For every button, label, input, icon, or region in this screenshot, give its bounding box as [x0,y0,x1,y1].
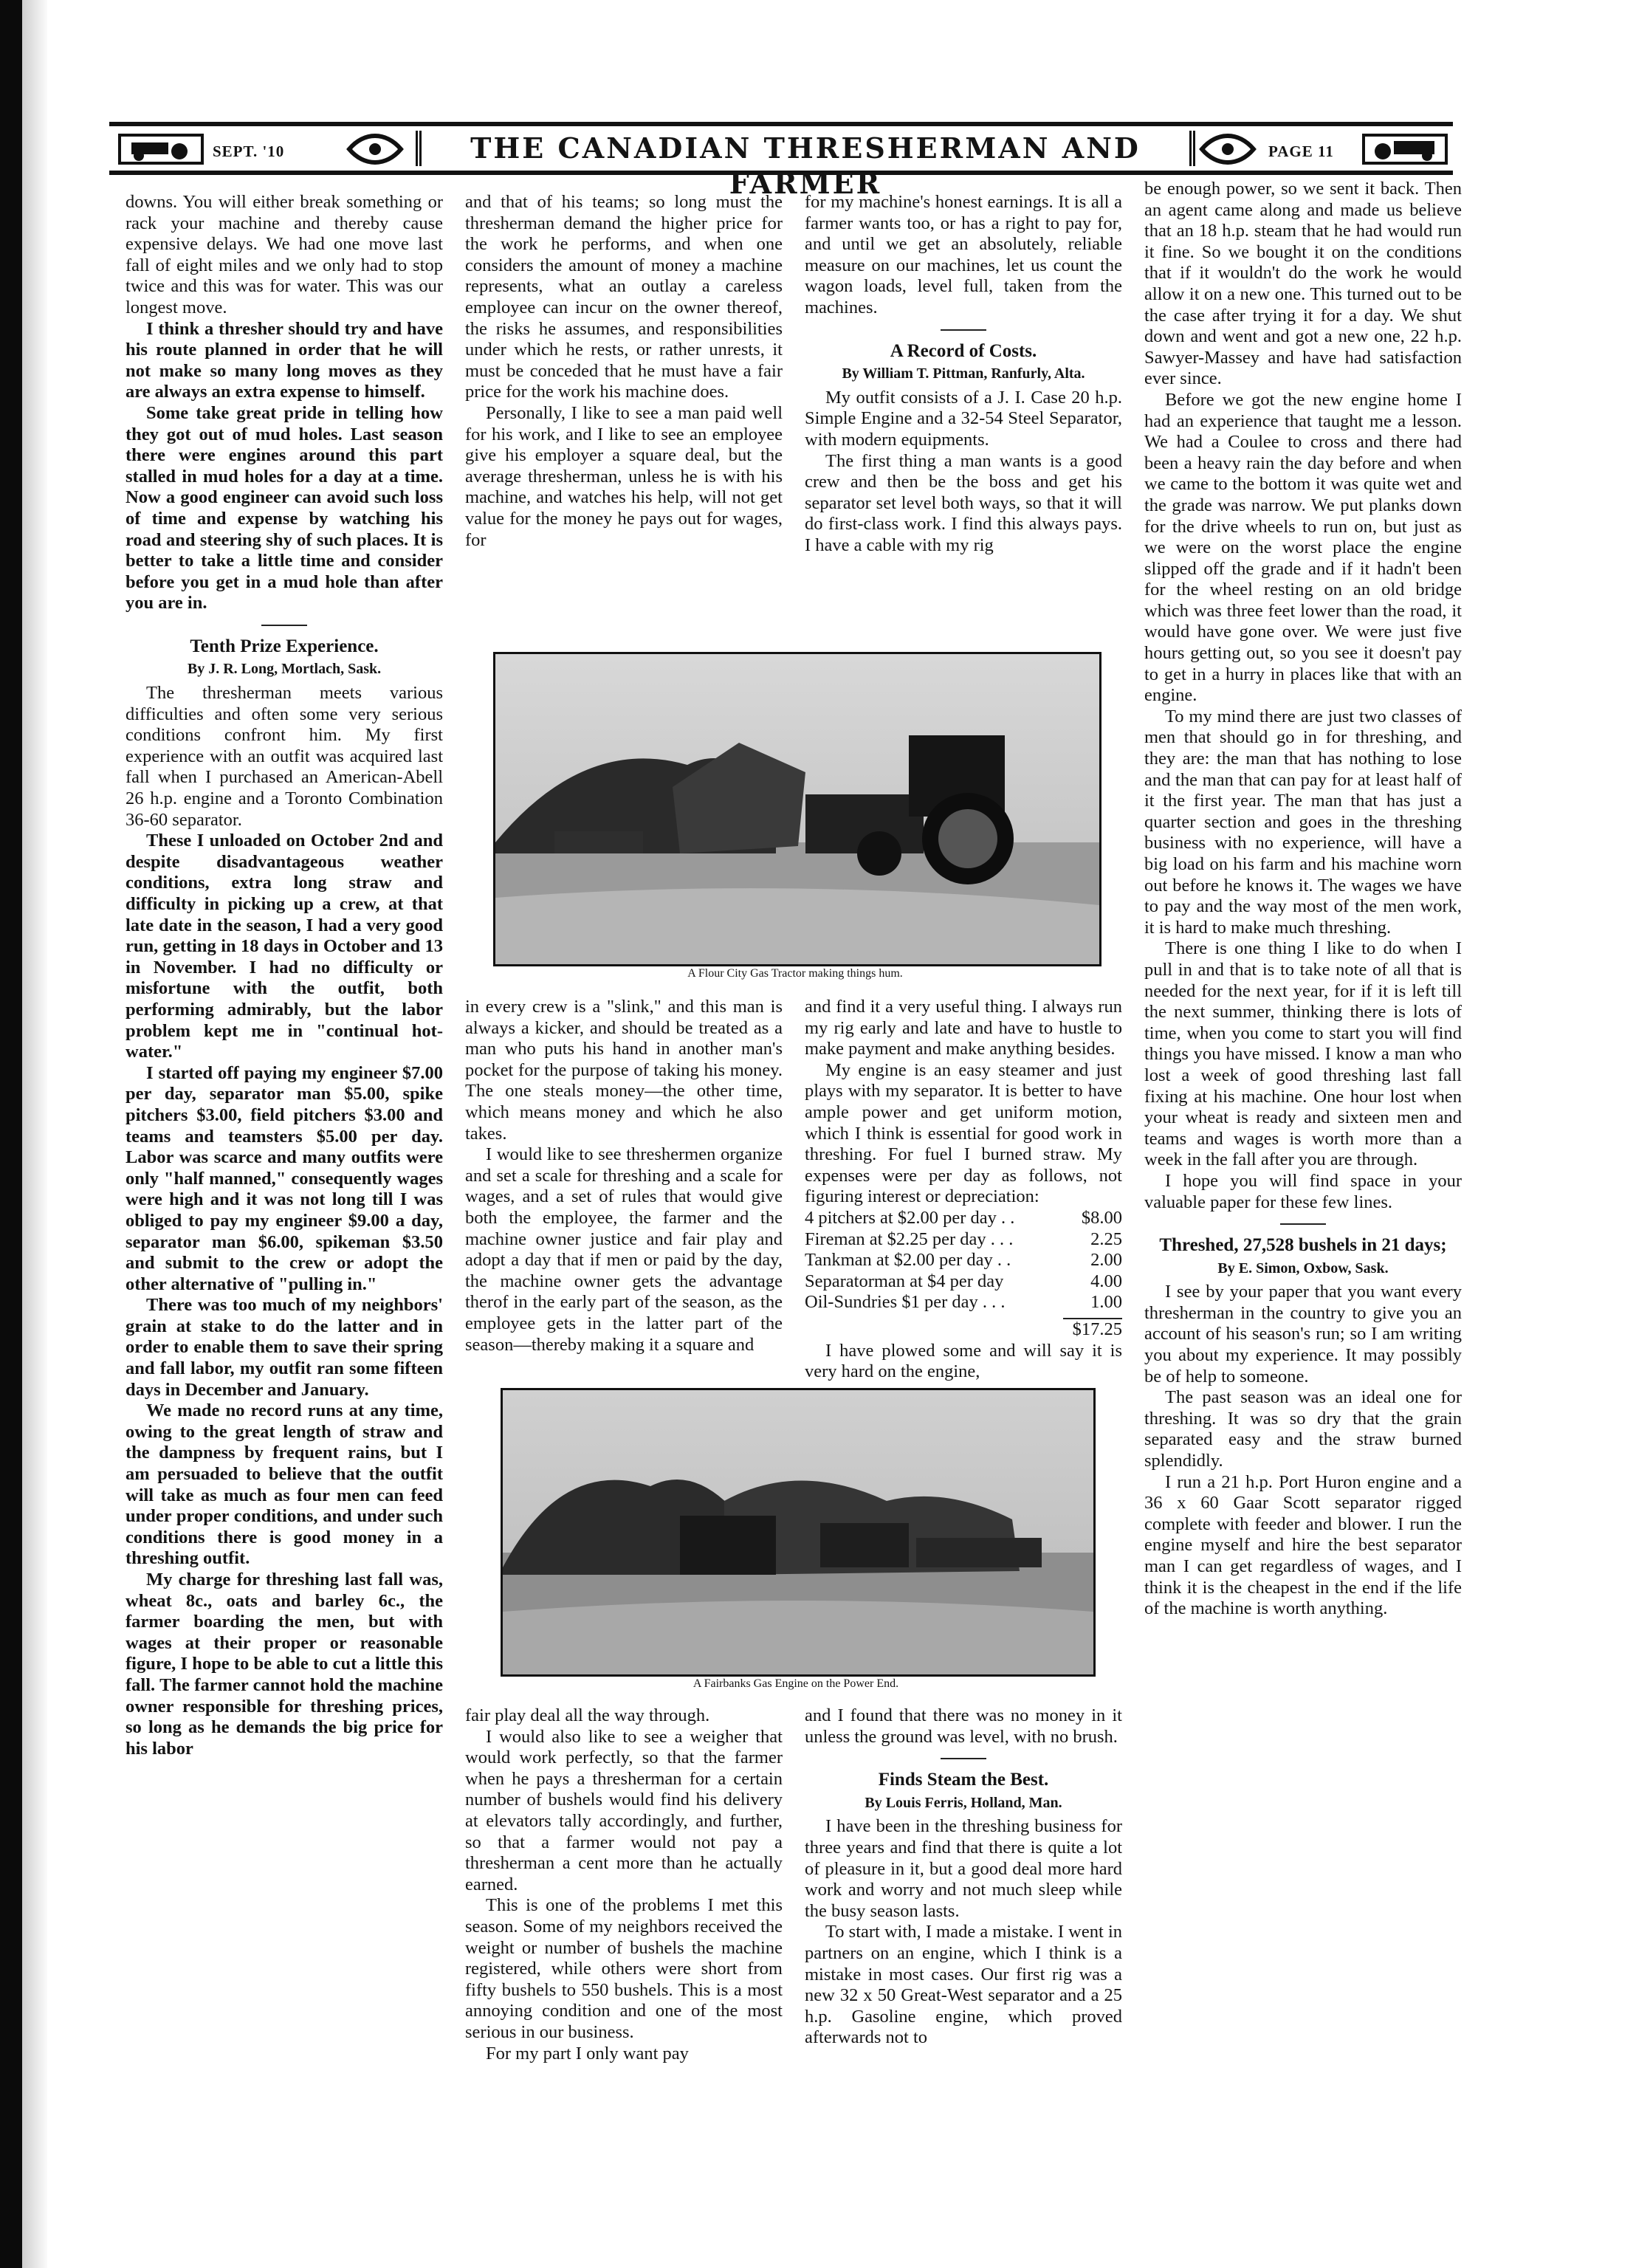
paragraph: Before we got the new engine home I had an experience that taught me a lesson. We had a Coulee to cross and there had been a heavy rain the day before and when we came to the bottom it was quite wet and the grade was narrow. We put planks down for the drive wheels to run on, but just as we were on the worst place the engine slipped off the grade and if it hadn't been for the wheel resting on an old bridge which was three feet lower than the road, it would have gone over. We were just five hours getting out, so you see it doesn't pay to get in a hurry in places like that with an engine. [1144,389,1462,706]
page-number: PAGE 11 [1268,142,1334,160]
section-separator [941,1758,986,1759]
expense-value: 4.00 [1090,1271,1122,1291]
paragraph: My outfit consists of a J. I. Case 20 h.p. Simple Engine and a 32-54 Steel Separator, with modern equipments. [805,387,1122,450]
section-separator [1280,1223,1326,1225]
paragraph: Some take great pride in telling how they got out of mud holes. Last season there were engines around this part stalled in mud holes for a day at a time. Now a good engineer can avoid such loss of time and expense by watching his road and steering shy of such places. It is better to take a little time and consider before you get in a mud hole than after you are in. [126,402,443,614]
article-byline: By E. Simon, Oxbow, Sask. [1217,1260,1389,1276]
threshing-scene-image [503,1390,1093,1674]
paragraph: I have been in the threshing business for three years and find that there is quite a lot of pleasure in it, but a good deal more hard work and worry and not much sleep while the busy season lasts. [805,1816,1122,1921]
photo-flour-city-gas-tractor [493,652,1101,966]
expense-row [805,1292,1122,1313]
issue-date: SEPT. '10 [213,142,285,160]
scroll-ornament-left-icon [346,128,405,171]
paragraph: There was too much of my neighbors' grain at stake to do the latter and in order to enable them to save their spring and fall labor, my outfit ran some fifteen days in December and January. [126,1295,443,1400]
expenses-total: $17.25 [1072,1319,1122,1339]
expense-row [805,1250,1122,1271]
engine-ornament-icon [1361,128,1449,171]
paragraph: be enough power, so we sent it back. Then an agent came along and made us believe that an 18 h.p. steam that he had would run it fine. So we bought it on the conditions that if it wouldn't do the work he would allow it on a new one. This turned out to be the case after trying it for a day. We shut down and went and got a new one, 22 h.p. Sawyer-Massey and have had satisfaction ever since. [1144,179,1462,389]
column-4 [1144,179,1462,1620]
expense-item: Tankman at $2.00 per day . . [805,1250,1011,1271]
section-separator [941,329,986,331]
paragraph: fair play deal all the way through. [465,1705,710,1725]
paragraph: I have plowed some and will say it is very hard on the engine, [805,1340,1122,1382]
newspaper-page [109,111,1462,2200]
expense-item: 4 pitchers at $2.00 per day . . [805,1207,1015,1228]
paragraph: My engine is an easy steamer and just plays with my separator. It is better to have ample power and get uniform motion, which I think is essential for good work in threshing. For fuel I burned straw. My expenses were per day as follows, not figuring interest or depreciation: [805,1059,1122,1207]
paragraph: The first thing a man wants is a good crew and then be the boss and get his separator set level both ways, so that it will do first-class work. I find this always pays. I have a cable with my rig [805,450,1122,555]
paragraph: This is one of the problems I met this season. Some of my neighbors received the weight or number of bushels the machine registered, while others were short from fifty bushels to 550 bushels. This is a most annoying condition and one of the most serious in our business. [465,1895,783,2042]
expense-value: 1.00 [1090,1292,1122,1313]
column-3-bottom [805,1705,1122,2049]
article-heading: Threshed, 27,528 bushels in 21 days; [1159,1235,1447,1256]
paragraph: For my part I only want pay [486,2043,689,2063]
column-2-middle [465,997,783,1355]
photo-fairbanks-gas-engine [501,1388,1096,1677]
page-binding-edge [0,0,22,2268]
paragraph: The past season was an ideal one for threshing. It was so dry that the grain separated easy and the straw burned splendidly. [1144,1387,1462,1471]
paragraph: These I unloaded on October 2nd and despite disadvantageous weather conditions, extra long straw and difficulty in picking up a crew, at that late date in the season, I had a very good run, getting in 18 days in October and 13 in November. I had no difficulty or misfortune with the outfit, both performing admirably, but the labor problem kept me in "continual hot-water." [126,831,443,1062]
photo-caption: A Flour City Gas Tractor making things hum. [687,967,903,980]
column-3-top [805,192,1122,557]
paragraph: downs. You will either break something or rack your machine and thereby cause expensive delays. We had one move last fall of eight miles and we only had to stop twice and this was for water. This was our longest move. [126,192,443,317]
paragraph: My charge for threshing last fall was, wheat 8c., oats and barley 6c., the farmer boarding the men, but with wages at their proper or reasonable figure, I hope to be able to cut a little this fall. The farmer cannot hold the machine owner responsible for threshing prices, so long as he demands the big price for his labor [126,1570,443,1759]
paragraph: There is one thing I like to do when I pull in and that is to take note of all that is needed for the next year, for if it is left till the next summer, thinking there is lots of time, when you come to start you will find things you have missed. I know a man who lost a week of good threshing last fall fixing at his machine. One hour lost when your wheat is ready and sixteen men and teams and wages is worth more than a week in the fall after you are through. [1144,938,1462,1170]
expense-row [805,1229,1122,1251]
paragraph: To my mind there are just two classes of men that should go in for threshing, and they are: the man that has nothing to lose and the man that can pay for at least half of it the first year. The man that has just a quarter section and goes in the threshing business with no experience, will have a big load on his farm and his machine worn out before he knows it. The wages we have to pay and the way most of the men work, it is hard to make much threshing. [1144,706,1462,938]
paragraph: in every crew is a "slink," and this man is always a kicker, and should be treated as a man who puts his hand in another man's pocket for the purpose of taking his money. The one steals money—the other time, which means money and which he also takes. [465,997,783,1144]
article-byline: By William T. Pittman, Ranfurly, Alta. [842,365,1085,382]
photo-caption: A Fairbanks Gas Engine on the Power End. [692,1677,899,1690]
expense-item: Fireman at $2.25 per day . . . [805,1228,1014,1249]
paragraph: and that of his teams; so long must the thresherman demand the higher price for the work he performs, and when one considers the amount of money a machine represents, what an outlay a careless employee can incur on the owner thereof, the risks he assumes, and responsibilities under which he rests, or rather unrests, it must be conceded that he must have a fair price for the work his machine does. [465,192,783,402]
masthead-title: THE CANADIAN THRESHERMAN AND FARMER [416,131,1195,166]
paragraph: I would also like to see a weigher that would work perfectly, so that the farmer when he pays a thresherman for a certain number of bushels would find his delivery at elevators tally accordingly, and further, so that a farmer would not pay a thresherman a cent more than he actually earned. [465,1726,783,1894]
paragraph: I started off paying my engineer $7.00 per day, separator man $5.00, spike pitchers $3.00, field pitchers $3.00 and teams and teamsters $5.00 per day. Labor was scarce and many outfits were only "half manned," consequently wages were high and it was not long till I was obliged to pay my engineer $9.00 a day, separator man $6.00, spikeman $3.50 and submit to the crew or adopt the other alternative of "pulling in." [126,1062,443,1294]
paragraph: and find it a very useful thing. I always run my rig early and late and have to hustle to make payment and make anything besides. [805,997,1122,1059]
column-2-top [465,192,783,551]
paragraph: To start with, I made a mistake. I went in partners on an engine, which I think is a mistake in most cases. Our first rig was a new 32 x 50 Great-West separator and a 25 h.p. Gasoline engine, which proved afterwards not to [805,1922,1122,2048]
scroll-ornament-right-icon [1198,128,1257,171]
expenses-table [805,1208,1122,1313]
paragraph: for my machine's honest earnings. It is all a farmer wants too, or has a right to pay for, and until we get an absolutely, reliable measure on our machines, let us count the wagon loads, level full, taken from the machines. [805,192,1122,317]
article-byline: By Louis Ferris, Holland, Man. [865,1794,1062,1811]
column-1 [126,192,443,1759]
paragraph: Personally, I like to see a man paid well for his work, and I like to see an employee give his employer a square deal, but the average thresherman, unless he is with his machine, and watches his help, will not get value for the money he pays out for wages, for [465,402,783,550]
expense-item: Oil-Sundries $1 per day . . . [805,1292,1006,1313]
expense-row [805,1271,1122,1293]
paragraph: The thresherman meets various difficulties and often some very serious conditions confront him. My first experience with an outfit was acquired last fall when I purchased an American-Abell 26 h.p. engine and a Toronto Combination 36-60 separator. [126,683,443,830]
article-heading: A Record of Costs. [890,340,1037,361]
paragraph: I hope you will find space in your valuable paper for these few lines. [1144,1170,1462,1212]
paragraph: We made no record runs at any time, owing to the great length of straw and the dampness by frequent rains, but I am persuaded to believe that the outfit will take as much as four men can feed under proper conditions, and under such conditions there is good money in a threshing outfit. [126,1401,443,1569]
paragraph: I would like to see threshermen organize and set a scale for threshing and a scale for wages, and a set of rules that would give both the employee, the farmer and the machine owner justice and fair play and adopt a day that if men or paid by the day, the machine owner gets the advantage therof in the early part of the season, as the employee gets in the latter part of the season—thereby making it a square and [465,1144,783,1355]
article-byline: By J. R. Long, Mortlach, Sask. [187,661,382,678]
expense-value: 2.00 [1090,1250,1122,1271]
paragraph: I run a 21 h.p. Port Huron engine and a 36 x 60 Gaar Scott separator rigged complete with feeder and blower. I run the engine myself and hire the best separator man I can get regardless of wages, and I think it is the cheapest in the end if the life of the machine is worth anything. [1144,1471,1462,1619]
article-heading: Finds Steam the Best. [878,1770,1049,1790]
section-separator [261,625,307,626]
masthead-banner [109,122,1453,200]
paragraph: and I found that there was no money in it unless the ground was level, with no brush. [805,1705,1122,1747]
expense-value: $8.00 [1081,1207,1122,1228]
masthead-rule-top [109,122,1453,126]
tractor-ornament-icon [117,128,205,171]
paragraph: I see by your paper that you want every thresherman in the country to give you an account of his season's run; so I am writing you about my experience. It may possibly be of help to someone. [1144,1282,1462,1386]
expense-value: 2.25 [1090,1228,1122,1249]
article-heading: Tenth Prize Experience. [190,636,379,656]
column-2-bottom [465,1705,783,2064]
expense-row [805,1208,1122,1229]
page-binding-shadow [22,0,47,2268]
threshing-scene-image [495,654,1099,964]
column-3-middle [805,997,1122,1383]
expense-item: Separatorman at $4 per day [805,1271,1004,1291]
paragraph: I think a thresher should try and have his route planned in order that he will not make so many long moves as they are always an extra expense to himself. [126,318,443,402]
